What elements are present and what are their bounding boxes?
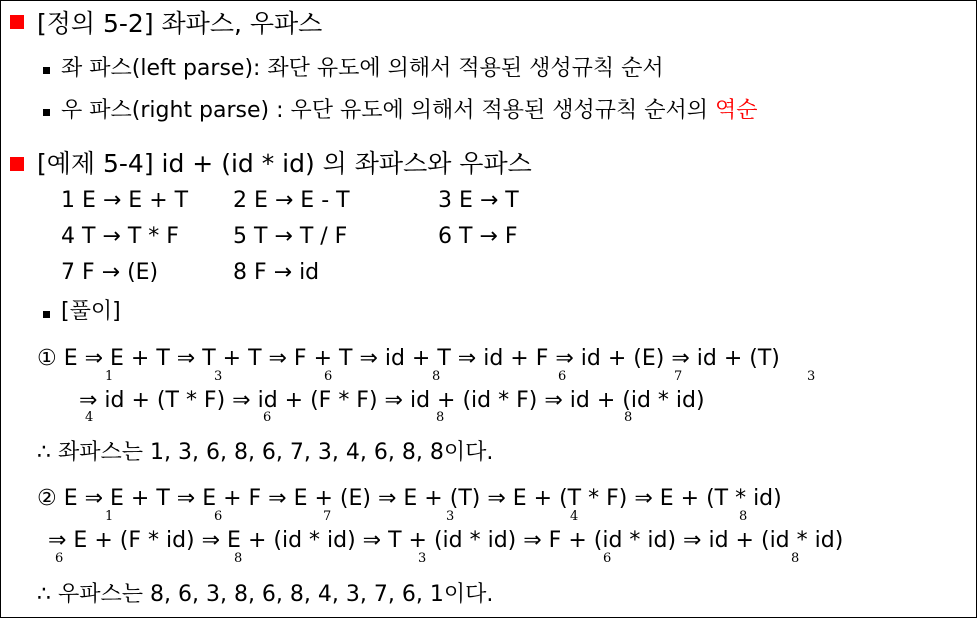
rule-2: 2 E → E - T	[233, 188, 350, 213]
rule-4: 4 T → T * F	[61, 224, 179, 249]
right-parse-result: ∴ 우파스는 8, 6, 3, 8, 6, 8, 4, 3, 7, 6, 1이다.	[37, 582, 494, 607]
step-rule-subscript: 3	[807, 369, 816, 384]
bullet-icon	[43, 67, 50, 74]
rule-5: 5 T → T / F	[233, 224, 348, 249]
step-rule-subscript: 4	[85, 410, 94, 425]
left-derivation-line-1: ① E ⇒ E + T ⇒ T + T ⇒ F + T ⇒ id + T ⇒ id + F ⇒ id + (E) ⇒ id + (T)	[37, 346, 780, 371]
step-rule-subscript: 6	[603, 551, 612, 566]
step-rule-subscript: 6	[558, 369, 567, 384]
solution-label: [풀이]	[61, 299, 121, 324]
step-rule-subscript: 6	[55, 551, 64, 566]
step-rule-subscript: 1	[105, 369, 114, 384]
reverse-order-highlight: 역순	[714, 98, 758, 123]
definition-title: [정의 5-2] 좌파스, 우파스	[37, 9, 323, 38]
step-rule-subscript: 3	[214, 369, 223, 384]
example-title: [예제 5-4] id + (id * id) 의 좌파스와 우파스	[37, 149, 532, 178]
step-rule-subscript: 8	[436, 410, 445, 425]
left-parse-definition: 좌 파스(left parse): 좌단 유도에 의해서 적용된 생성규칙 순서	[61, 56, 664, 81]
step-rule-subscript: 3	[418, 551, 427, 566]
step-rule-subscript: 8	[432, 369, 441, 384]
right-derivation-line-1: ② E ⇒ E + T ⇒ E + F ⇒ E + (E) ⇒ E + (T) ⇒ E + (T * F) ⇒ E + (T * id)	[37, 486, 782, 511]
step-rule-subscript: 8	[739, 509, 748, 524]
step-rule-subscript: 6	[263, 410, 272, 425]
bullet-icon	[43, 109, 50, 116]
step-rule-subscript: 7	[323, 509, 332, 524]
step-rule-subscript: 1	[105, 509, 114, 524]
rule-8: 8 F → id	[233, 260, 320, 285]
step-rule-subscript: 4	[570, 509, 579, 524]
step-rule-subscript: 8	[624, 410, 633, 425]
step-rule-subscript: 6	[214, 509, 223, 524]
red-bullet-icon	[10, 15, 24, 29]
left-parse-result: ∴ 좌파스는 1, 3, 6, 8, 6, 7, 3, 4, 6, 8, 8이다.	[37, 440, 494, 465]
step-rule-subscript: 7	[674, 369, 683, 384]
right-parse-text: 우 파스(right parse) : 우단 유도에 의해서 적용된 생성규칙 순서의	[61, 98, 715, 123]
bullet-icon	[43, 311, 50, 318]
step-rule-subscript: 6	[324, 369, 333, 384]
right-parse-definition	[61, 100, 758, 122]
red-bullet-icon	[10, 157, 24, 171]
rule-1: 1 E → E + T	[61, 188, 189, 213]
left-derivation-line-2: ⇒ id + (T * F) ⇒ id + (F * F) ⇒ id + (id * F) ⇒ id + (id * id)	[79, 388, 705, 413]
step-rule-subscript: 8	[791, 551, 800, 566]
rule-7: 7 F → (E)	[61, 260, 159, 285]
rule-6: 6 T → F	[438, 224, 518, 249]
right-derivation-line-2: ⇒ E + (F * id) ⇒ E + (id * id) ⇒ T + (id * id) ⇒ F + (id * id) ⇒ id + (id * id)	[48, 528, 844, 553]
rule-3: 3 E → T	[438, 188, 519, 213]
step-rule-subscript: 8	[234, 551, 243, 566]
step-rule-subscript: 3	[446, 509, 455, 524]
